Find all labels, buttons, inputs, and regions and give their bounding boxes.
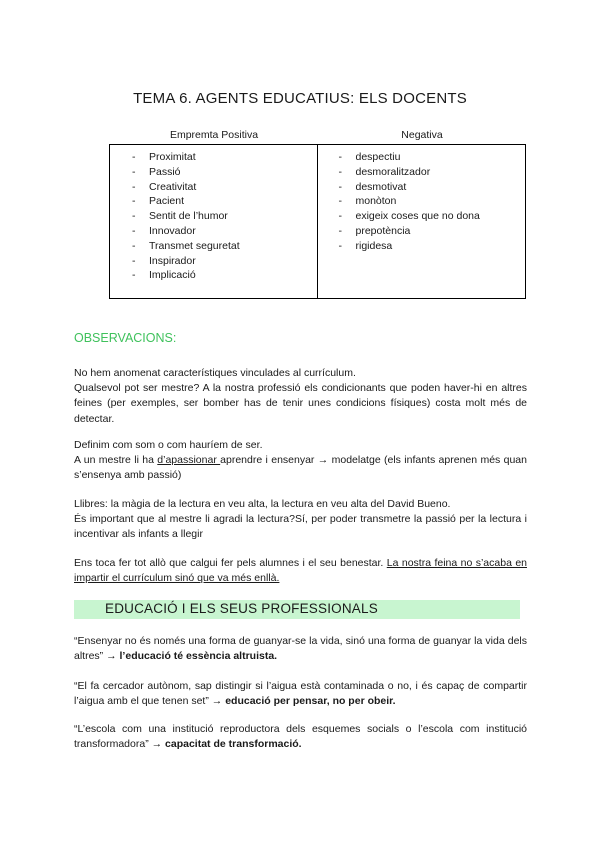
- quote-text: “L’escola com una institució reproductora dels esquemes socials o l’escola com institució transformadora” →: [74, 723, 527, 751]
- underlined-text: d’apassionar: [157, 454, 221, 467]
- negative-trait-label: prepotència: [355, 224, 411, 237]
- section-banner: [74, 600, 520, 619]
- negative-trait-item: [318, 194, 526, 209]
- positive-traits-cell: [110, 145, 318, 298]
- quote-conclusion: l’educació té essència altruista.: [119, 650, 278, 663]
- list-dash: -: [338, 239, 342, 252]
- observations-heading: OBSERVACIONS:: [74, 331, 177, 345]
- list-dash: -: [132, 239, 136, 252]
- positive-trait-label: Passió: [149, 165, 181, 178]
- text-run: A un mestre li ha: [74, 454, 158, 467]
- text-run: Ens toca fer tot allò que calgui fer pels alumnes i el seu benestar.: [74, 557, 387, 569]
- positive-trait-item: [110, 224, 317, 239]
- negative-trait-item: [318, 239, 526, 254]
- quote-text: “Ensenyar no és només una forma de guanyar-se la vida, sinó una forma de guanyar la vida dels altres” →: [74, 635, 527, 663]
- list-dash: -: [132, 269, 136, 282]
- negative-trait-item: [318, 165, 526, 180]
- page-title: TEMA 6. AGENTS EDUCATIUS: ELS DOCENTS: [133, 90, 467, 107]
- positive-trait-item: [110, 180, 317, 195]
- paragraph-line: [74, 453, 527, 483]
- paragraph-line: Definim com som o com hauríem de ser.: [74, 439, 263, 451]
- underlined-text: La nostra feina no s’acaba en impartir el currículum sinó que va més enllà.: [74, 557, 527, 585]
- positive-trait-label: Creativitat: [149, 180, 197, 193]
- quote-text: “El fa cercador autònom, sap distingir si l’aigua està contaminada o no, i és capaç de compartir l’aigua amb el que tenen set” →: [74, 680, 527, 708]
- paragraph-line: No hem anomenat característiques vinculades al currículum.: [74, 367, 356, 379]
- negative-trait-item: [318, 180, 526, 195]
- quote-2: [74, 679, 527, 709]
- negative-traits-cell: [318, 145, 526, 298]
- positive-trait-label: Inspirador: [149, 254, 196, 267]
- positive-trait-label: Proximitat: [149, 151, 196, 163]
- negative-trait-item: [318, 150, 526, 165]
- quote-conclusion: educació per pensar, no per obeir.: [225, 695, 396, 708]
- text-run: aprendre i ensenyar → modelatge (els infants aprenen més quan s’ensenya amb passió): [74, 454, 527, 482]
- positive-trait-label: Pacient: [149, 195, 185, 208]
- negative-traits-list: [318, 150, 526, 254]
- positive-trait-item: [110, 194, 317, 209]
- positive-trait-label: Transmet seguretat: [149, 239, 240, 252]
- list-dash: -: [338, 151, 342, 163]
- positive-trait-label: Implicació: [149, 269, 196, 282]
- paragraph-line: Llibres: la màgia de la lectura en veu alta, la lectura en veu alta del David Bueno.: [74, 498, 451, 510]
- negative-trait-label: desmotivat: [355, 180, 407, 193]
- observations-paragraph-1: [74, 366, 527, 427]
- negative-trait-item: [318, 224, 526, 239]
- paragraph-line: És important que al mestre li agradi la lectura?Sí, per poder transmetre la passió per la lectura i incentivar als infants a llegir: [74, 513, 527, 541]
- paragraph-line: Qualsevol pot ser mestre? A la nostra professió els condicionants que poden haver-hi en altres feines (per exemples, ser bomber has de tenir unes condicions físiques) costa molt més de detectar.: [74, 382, 527, 425]
- positive-trait-item: [110, 150, 317, 165]
- negative-column-header: Negativa: [401, 129, 443, 141]
- observations-paragraph-4: [74, 556, 527, 586]
- negative-trait-label: monòton: [355, 195, 397, 208]
- positive-column-header: Empremta Positiva: [169, 129, 259, 141]
- list-dash: -: [338, 210, 342, 223]
- list-dash: -: [338, 180, 342, 193]
- list-dash: -: [132, 210, 136, 223]
- observations-paragraph-2: [74, 438, 527, 484]
- positive-trait-item: [110, 239, 317, 254]
- positive-trait-item: [110, 254, 317, 269]
- positive-trait-item: [110, 268, 317, 283]
- list-dash: -: [132, 151, 136, 163]
- list-dash: -: [338, 165, 342, 178]
- list-dash: -: [338, 195, 342, 208]
- negative-trait-label: desmoralitzador: [355, 165, 431, 178]
- negative-trait-label: exigeix coses que no dona: [355, 210, 480, 223]
- positive-trait-label: Innovador: [149, 224, 196, 237]
- quote-1: [74, 634, 527, 664]
- list-dash: -: [132, 180, 136, 193]
- quote-3: [74, 722, 527, 752]
- positive-trait-item: [110, 209, 317, 224]
- observations-paragraph-3: [74, 497, 527, 543]
- positive-traits-list: [110, 150, 317, 283]
- positive-trait-label: Sentit de l’humor: [149, 210, 228, 223]
- negative-trait-label: rigidesa: [355, 239, 393, 252]
- list-dash: -: [132, 224, 136, 237]
- list-dash: -: [338, 224, 342, 237]
- negative-trait-label: despectiu: [355, 151, 401, 163]
- traits-table: [109, 144, 526, 299]
- list-dash: -: [132, 195, 136, 208]
- positive-trait-item: [110, 165, 317, 180]
- negative-trait-item: [318, 209, 526, 224]
- quote-conclusion: capacitat de transformació.: [165, 738, 302, 751]
- section-heading: EDUCACIÓ I ELS SEUS PROFESSIONALS: [105, 601, 378, 616]
- list-dash: -: [132, 165, 136, 178]
- list-dash: -: [132, 254, 136, 267]
